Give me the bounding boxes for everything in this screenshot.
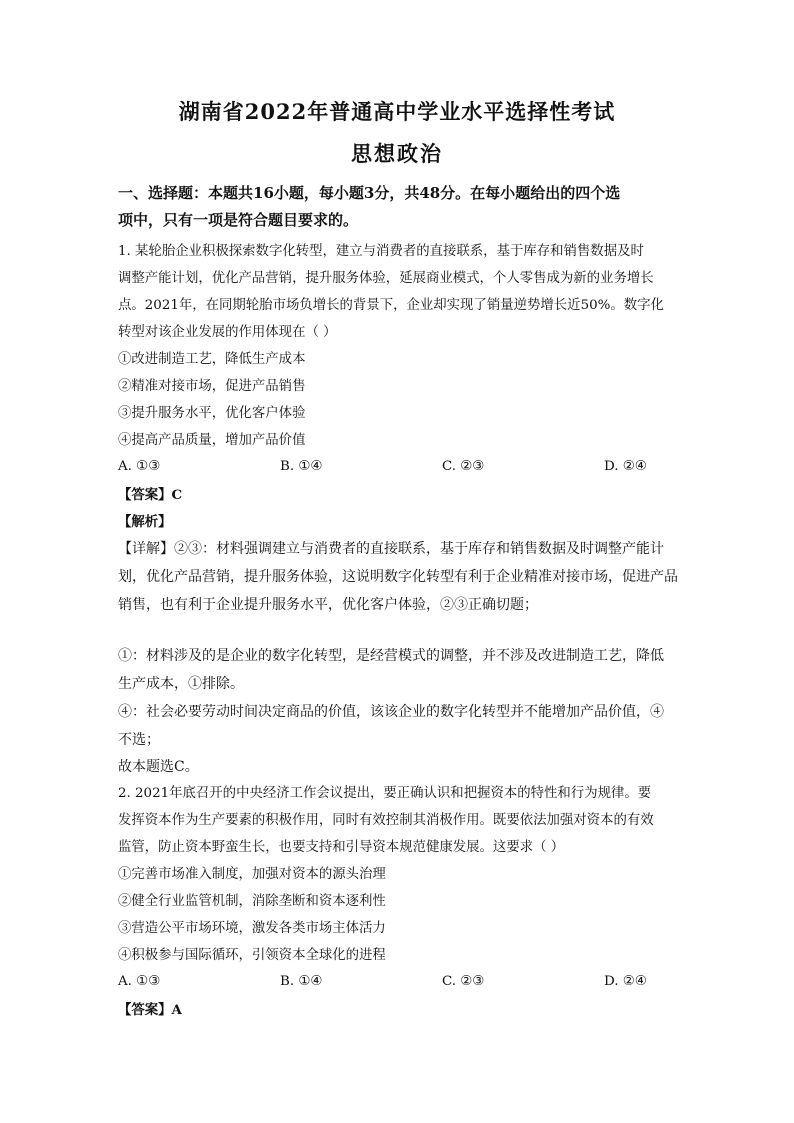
page-title: 湖南省2022年普通高中学业水平选择性考试 [178,99,616,124]
section-heading-line-2: 项中，只有一项是符合题目要求的。 [118,211,359,229]
q2-item-2: ②健全行业监管机制，消除垄断和资本逐利性 [118,894,386,909]
q1-detail2-line-5: 故本题选C。 [118,759,199,775]
q2-stem-line-1: 2. 2021年底召开的中央经济工作会议提出，要正确认识和把握资本的特性和行为规律。要 [118,786,652,801]
q2-answer: 【答案】A [118,1002,182,1018]
q1-stem-line-4: 转型对该企业发展的作用体现在（ ） [118,325,337,340]
q1-detail2-line-1: ①：材料涉及的是企业的数字化转型，是经营模式的调整，并不涉及改进制造工艺，降低 [118,648,664,664]
q1-analysis-label: 【解析】 [118,514,172,530]
q1-detail-line-2: 划，优化产品营销，提升服务体验，这说明数字化转型有利于企业精准对接市场，促进产品 [118,569,678,585]
q1-option-a: A. ①③ [118,459,161,474]
q1-answer [118,486,678,505]
q1-detail2-line-4: 不选； [118,732,160,748]
q1-item-3: ③提升服务水平，优化客户体验 [118,406,306,421]
page-subtitle: 思想政治 [351,141,443,166]
q2-item-3: ③营造公平市场环境，激发各类市场主体活力 [118,921,386,936]
q1-stem-line-3: 点。2021年，在同期轮胎市场负增长的背景下，企业却实现了销量逆势增长近50%。数字化 [118,298,664,313]
q2-item-1: ①完善市场准入制度，加强对资本的源头治理 [118,867,386,882]
q2-option-d: D. ②④ [604,974,647,989]
q1-option-d: D. ②④ [604,459,647,474]
q1-stem-line-1: 1. 某轮胎企业积极探索数字化转型，建立与消费者的直接联系，基于库存和销售数据及时 [118,244,644,259]
q1-option-b: B. ①④ [280,459,323,474]
section-heading-line-1: 一、选择题：本题共16小题，每小题3分，共48分。在每小题给出的四个选 [118,184,621,202]
q2-stem-line-3: 监管，防止资本野蛮生长，也要支持和引导资本规范健康发展。这要求（ ） [118,840,565,855]
q1-option-c: C. ②③ [442,459,485,474]
q2-option-b: B. ①④ [280,974,323,989]
q1-item-1: ①改进制造工艺，降低生产成本 [118,352,306,367]
q1-stem-line-2: 调整产能计划，优化产品营销，提升服务体验，延展商业模式，个人零售成为新的业务增长 [118,271,654,286]
q1-detail2-line-2: 生产成本，①排除。 [118,676,244,692]
q1-item-2: ②精准对接市场，促进产品销售 [118,379,306,394]
q1-detail2-line-3: ④：社会必要劳动时间决定商品的价值，该该企业的数字化转型并不能增加产品价值，④ [118,704,664,720]
q1-detail-line-3: 销售，也有利于企业提升服务水平，优化客户体验，②③正确切题； [118,597,538,613]
q1-item-4: ④提高产品质量，增加产品价值 [118,433,306,448]
q2-option-a: A. ①③ [118,974,161,989]
q2-option-c: C. ②③ [442,974,485,989]
q2-stem-line-2: 发挥资本作为生产要素的积极作用，同时有效控制其消极作用。既要依法加强对资本的有效 [118,813,654,828]
q2-item-4: ④积极参与国际循环，引领资本全球化的进程 [118,948,386,963]
q1-answer-text: 【答案】C [118,487,183,503]
q1-detail-line-1: 【详解】②③：材料强调建立与消费者的直接联系，基于库存和销售数据及时调整产能计 [118,541,664,557]
section-heading [118,180,678,234]
